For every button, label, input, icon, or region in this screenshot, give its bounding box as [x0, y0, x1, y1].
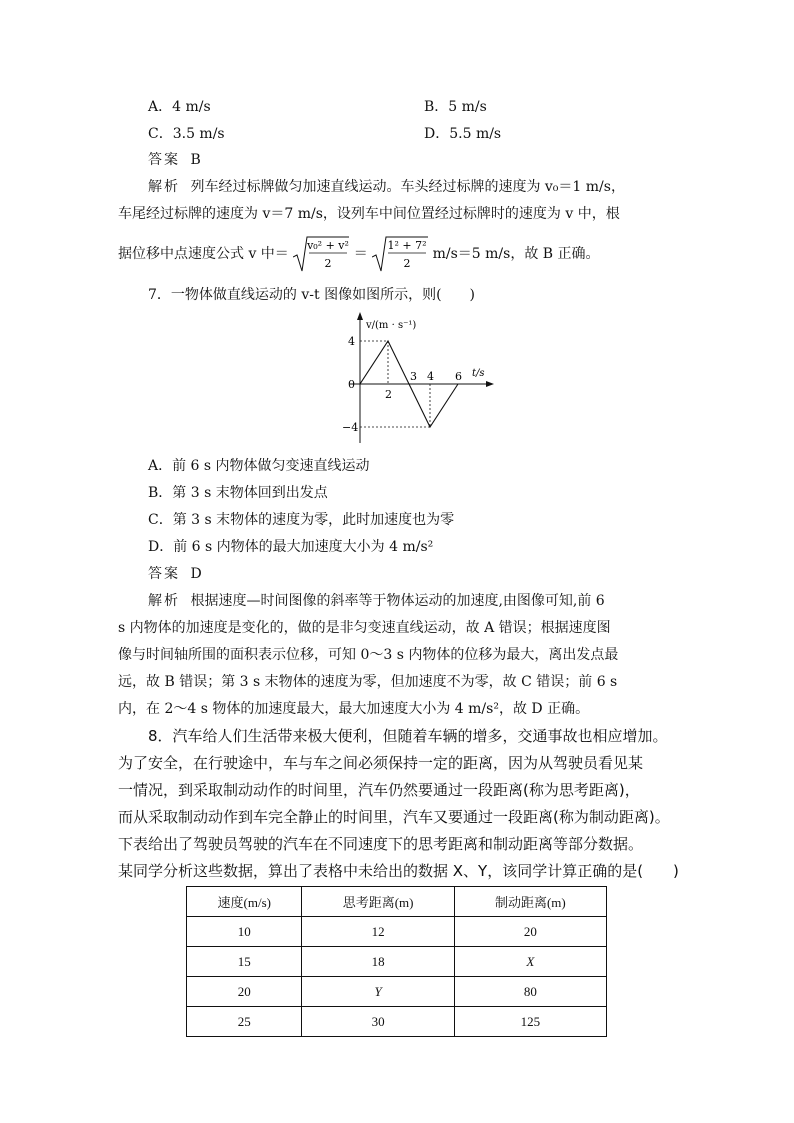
svg-text:2: 2: [403, 257, 411, 270]
answer-label: 答案: [148, 152, 180, 168]
svg-text:v₀² + v²: v₀² + v²: [307, 239, 350, 252]
table-row: [187, 977, 607, 1007]
tick-x-3: 3: [410, 370, 417, 383]
q6-option-d: D．5.5 m/s: [424, 126, 502, 142]
q7-option-c: C．第 3 s 末物体的速度为零，此时加速度也为零: [148, 512, 455, 528]
q6-answer: [148, 150, 201, 170]
vt-graph: [330, 308, 498, 448]
table-cell: 10: [187, 917, 302, 947]
y-axis-label: v/(m · s⁻¹): [366, 320, 417, 331]
tick-x-2: 2: [385, 388, 392, 401]
table-header-row: [187, 887, 607, 917]
tick-y-0: 0: [348, 378, 355, 391]
q8-data-table: [186, 886, 607, 1037]
analysis-text: 列车经过标牌做匀加速直线运动。车头经过标牌的速度为 v₀＝1 m/s，: [190, 179, 625, 195]
q6-option-a: A．4 m/s: [148, 99, 211, 115]
analysis-label: 解析: [148, 179, 180, 195]
sqrt-sign-icon: [372, 235, 428, 273]
x-axis-arrow-icon: [486, 381, 494, 387]
answer-label: 答案: [148, 566, 180, 582]
q8-line4: 而从采取制动动作到车完全静止的时间里，汽车又要通过一段距离(称为制动距离)。: [118, 808, 670, 826]
q6-analysis-line3: [118, 234, 600, 274]
q7-stem: 7．一物体做直线运动的 v-t 图像如图所示，则( ): [148, 287, 475, 303]
q7-analysis-line5: 内，在 2～4 s 物体的加速度最大，最大加速度大小为 4 m/s²，故 D 正确。: [118, 701, 590, 717]
y-axis-arrow-icon: [357, 312, 363, 320]
table-cell: Y: [302, 977, 454, 1007]
q7-option-d: D．前 6 s 内物体的最大加速度大小为 4 m/s²: [148, 539, 434, 555]
sqrt-expression-2: [372, 234, 428, 274]
table-cell: 125: [454, 1007, 606, 1037]
formula-prefix: 据位移中点速度公式 v 中＝: [118, 246, 289, 262]
table-row: [187, 1007, 607, 1037]
tick-y-neg4: −4: [342, 421, 359, 434]
tick-x-4: 4: [427, 370, 434, 383]
q6-analysis-line1: [148, 177, 625, 197]
header-thinking-distance: 思考距离(m): [302, 887, 454, 917]
q8-line3: 一情况，到采取制动动作的时间里，汽车仍然要通过一段距离(称为思考距离)，: [118, 781, 640, 799]
header-braking-distance: 制动距离(m): [454, 887, 606, 917]
q6-option-c: C．3.5 m/s: [148, 126, 225, 142]
analysis-label: 解析: [148, 593, 180, 609]
formula-equals: ＝: [353, 246, 368, 262]
answer-value: D: [190, 566, 202, 582]
table-cell: 30: [302, 1007, 454, 1037]
q8-line6: 某同学分析这些数据，算出了表格中未给出的数据 X、Y，该同学计算正确的是( ): [118, 862, 679, 880]
q6-option-b: B．5 m/s: [424, 99, 487, 115]
tick-x-6: 6: [455, 370, 462, 383]
q7-analysis-line4: 远，故 B 错误；第 3 s 末物体的速度为零，但加速度不为零，故 C 错误；前 6 s: [118, 674, 618, 690]
table-cell: 25: [187, 1007, 302, 1037]
q7-option-b: B．第 3 s 末物体回到出发点: [148, 485, 328, 501]
q7-option-a: A．前 6 s 内物体做匀变速直线运动: [148, 458, 370, 474]
table-row: [187, 917, 607, 947]
analysis-text: 根据速度—时间图像的斜率等于物体运动的加速度,由图像可知,前 6: [190, 593, 605, 609]
table-cell: 20: [454, 917, 606, 947]
header-speed: 速度(m/s): [187, 887, 302, 917]
table-cell: 80: [454, 977, 606, 1007]
q7-analysis-line3: 像与时间轴所围的面积表示位移，可知 0～3 s 内物体的位移为最大，离出发点最: [118, 647, 619, 663]
answer-value: B: [190, 152, 201, 168]
q8-line1: 8．汽车给人们生活带来极大便利，但随着车辆的增多，交通事故也相应增加。: [148, 727, 668, 745]
table-cell: 20: [187, 977, 302, 1007]
q7-analysis-line1: [148, 591, 605, 611]
formula-suffix: m/s＝5 m/s，故 B 正确。: [432, 246, 600, 262]
q8-line5: 下表给出了驾驶员驾驶的汽车在不同速度下的思考距离和制动距离等部分数据。: [118, 835, 644, 853]
x-axis-label: t/s: [472, 368, 485, 379]
table-cell: X: [454, 947, 606, 977]
q7-analysis-line2: s 内物体的加速度是变化的，做的是非匀变速直线运动，故 A 错误；根据速度图: [118, 620, 611, 636]
q6-analysis-line2: 车尾经过标牌的速度为 v＝7 m/s，设列车中间位置经过标牌时的速度为 v 中，根: [118, 206, 620, 222]
svg-text:1² + 7²: 1² + 7²: [387, 239, 427, 252]
table-cell: 15: [187, 947, 302, 977]
q8-line2: 为了安全，在行驶途中，车与车之间必须保持一定的距离，因为从驾驶员看见某: [118, 754, 644, 772]
q7-answer: [148, 564, 202, 584]
sqrt-expression-1: [293, 234, 349, 274]
table-row: [187, 947, 607, 977]
tick-y-4: 4: [348, 335, 355, 348]
table-cell: 12: [302, 917, 454, 947]
svg-text:2: 2: [324, 257, 332, 270]
sqrt-sign-icon: [293, 235, 349, 273]
table-cell: 18: [302, 947, 454, 977]
